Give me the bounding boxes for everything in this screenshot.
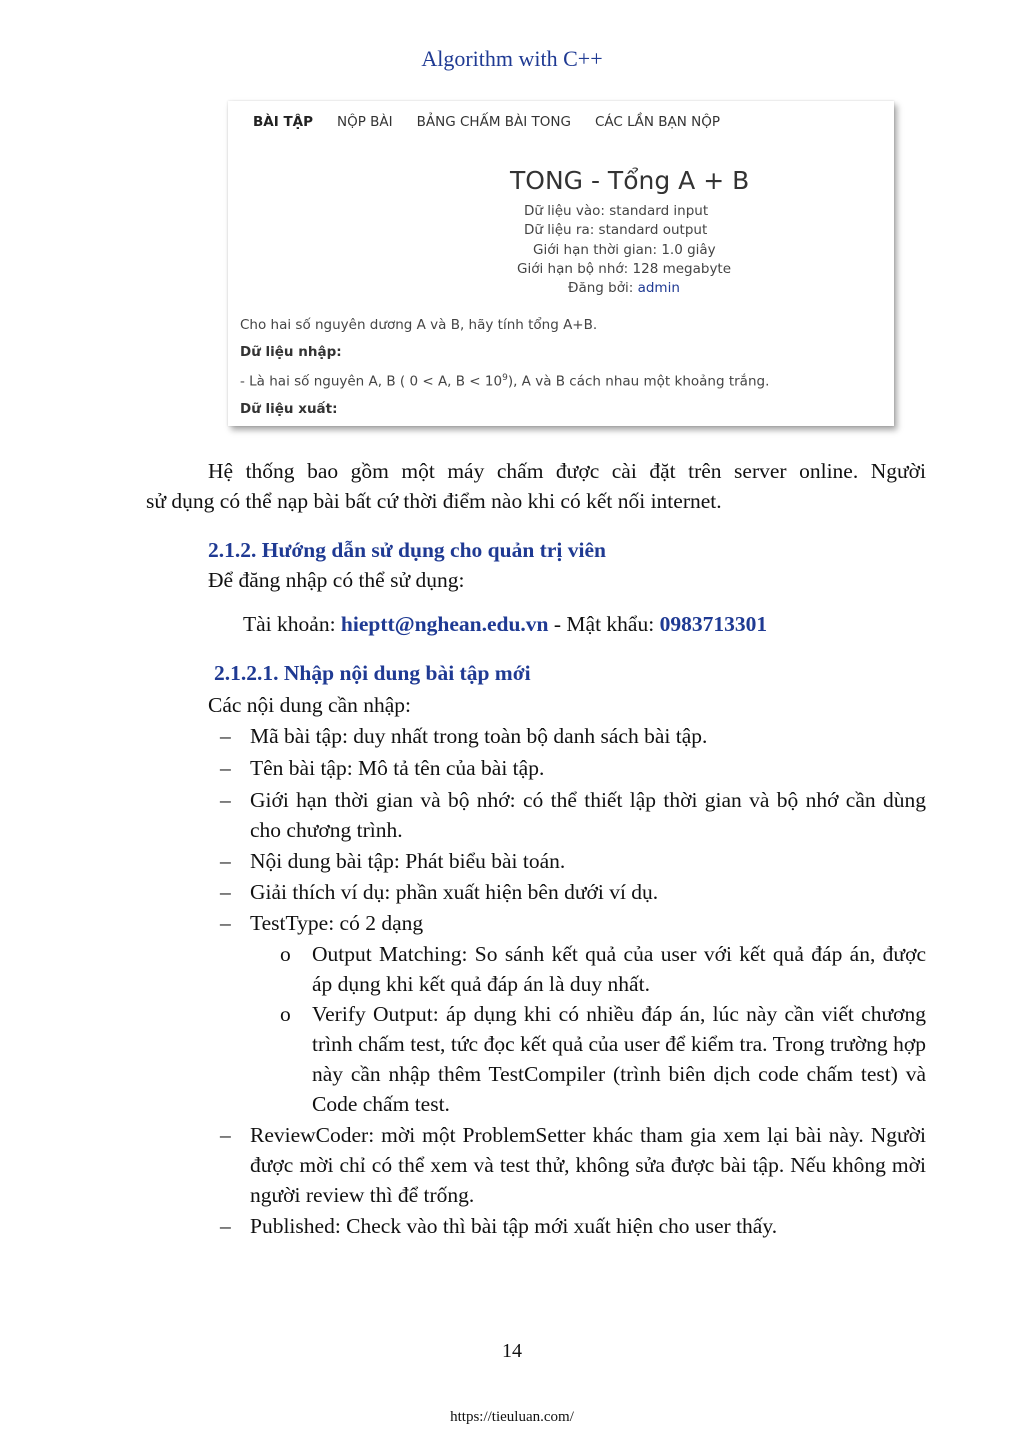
input-desc-text: - Là hai số nguyên A, B ( 0 < A, B < 10: [240, 373, 503, 390]
page-number: 14: [502, 1340, 522, 1362]
tab-bai-tap[interactable]: BÀI TẬP: [253, 114, 314, 130]
dash-bullet: –: [220, 724, 231, 748]
dash-bullet: –: [220, 880, 231, 904]
intro-line-2: sử dụng có thể nạp bài bất cứ thời điểm nào khi có kết nối internet.: [146, 489, 722, 513]
input-heading: Dữ liệu nhập:: [240, 344, 342, 360]
dash-bullet: –: [220, 788, 231, 812]
list-item-text: Nội dung bài tập: Phát biểu bài toán.: [250, 849, 566, 873]
dash-bullet: –: [220, 756, 231, 780]
account-label: Tài khoản:: [243, 612, 341, 636]
section-2121-heading: 2.1.2.1. Nhập nội dung bài tập mới: [214, 661, 531, 685]
intro-line-1: Hệ thống bao gồm một máy chấm được cài đặt trên server online. Người: [208, 459, 926, 483]
list-item-text: Tên bài tập: Mô tả tên của bài tập.: [250, 756, 545, 780]
exponent: 9: [502, 373, 508, 383]
credentials-line: [243, 609, 767, 639]
circle-bullet: o: [280, 942, 291, 966]
memory-limit: Giới hạn bộ nhớ: 128 megabyte: [517, 261, 732, 277]
input-description: [240, 373, 769, 390]
input-desc-text-end: ), A và B cách nhau một khoảng trắng.: [507, 373, 770, 390]
footer-url[interactable]: https://tieuluan.com/: [450, 1409, 574, 1425]
list-item-text: TestType: có 2 dạng: [250, 911, 424, 935]
list-item-text: Mã bài tập: duy nhất trong toàn bộ danh sách bài tập.: [250, 724, 708, 748]
problem-title: TONG - Tổng A + B: [510, 166, 750, 195]
account-value: hieptt@nghean.edu.vn: [340, 612, 549, 636]
circle-bullet: o: [280, 1002, 291, 1026]
password-value: 0983713301: [659, 612, 768, 636]
output-heading: Dữ liệu xuất:: [240, 401, 338, 417]
password-label: - Mật khẩu:: [548, 612, 660, 636]
problem-screenshot: [228, 101, 894, 426]
list-item-text: Giải thích ví dụ: phần xuất hiện bên dưới ví dụ.: [250, 880, 659, 904]
dash-bullet: –: [220, 1123, 231, 1147]
time-limit: Giới hạn thời gian: 1.0 giây: [533, 242, 716, 258]
dash-bullet: –: [220, 1214, 231, 1238]
section-2121-intro: Các nội dung cần nhập:: [208, 693, 412, 717]
list-item-text: ReviewCoder: mời một ProblemSetter khác tham gia xem lại bài này. Người được mời chỉ có thể xem và test thử, không sửa được bài tập. Nếu không mời người review thì để trống.: [250, 1123, 926, 1207]
tab-cac-lan-nop[interactable]: CÁC LẦN BẠN NỘP: [594, 114, 721, 130]
author-link[interactable]: admin: [637, 280, 680, 296]
problem-tabs: [253, 114, 720, 130]
posted-by-label: Đăng bởi:: [568, 280, 634, 296]
dash-bullet: –: [220, 911, 231, 935]
tab-nop-bai[interactable]: NỘP BÀI: [337, 114, 393, 130]
list-item-text: Giới hạn thời gian và bộ nhớ: có thể thiết lập thời gian và bộ nhớ cần dùng cho chương trình.: [250, 788, 926, 842]
problem-statement: Cho hai số nguyên dương A và B, hãy tính tổng A+B.: [240, 317, 598, 333]
output-target: Dữ liệu ra: standard output: [524, 222, 708, 238]
sub-list-item-text: Output Matching: So sánh kết quả của user với kết quả đáp án, được áp dụng khi kết quả đáp án là duy nhất.: [312, 942, 926, 996]
sub-list-item-text: Verify Output: áp dụng khi có nhiều đáp án, lúc này cần viết chương trình chấm test, tức đọc kết quả của user để kiểm tra. Trong trường hợp này cần nhập thêm TestCompiler (trình biên dịch code chấm test) và Code chấm test.: [312, 1002, 926, 1116]
dash-bullet: –: [220, 849, 231, 873]
tab-bang-cham[interactable]: BẢNG CHẤM BÀI TONG: [416, 114, 571, 130]
list-item-text: Published: Check vào thì bài tập mới xuất hiện cho user thấy.: [250, 1214, 778, 1238]
page-header-title: Algorithm with C++: [421, 46, 603, 71]
input-source: Dữ liệu vào: standard input: [524, 203, 709, 219]
section-212-heading: 2.1.2. Hướng dẫn sử dụng cho quản trị viên: [208, 538, 606, 562]
section-212-text: Để đăng nhập có thể sử dụng:: [208, 568, 465, 592]
